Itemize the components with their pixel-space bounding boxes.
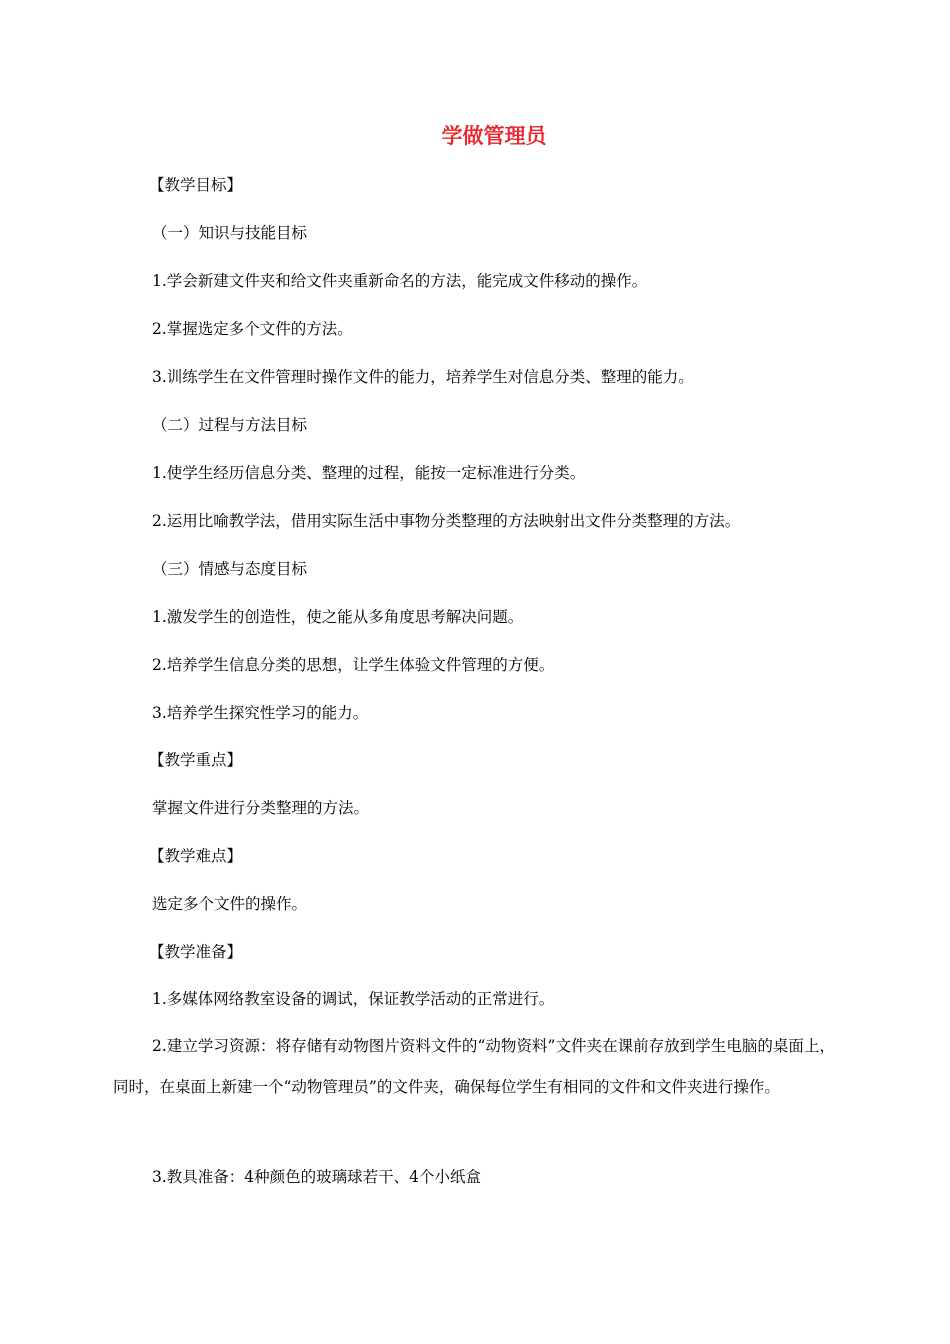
preparation-item-3: 3.教具准备：4种颜色的玻璃球若干、4个小纸盒 — [152, 1168, 482, 1186]
emotion-item-3: 3.培养学生探究性学习的能力。 — [152, 704, 369, 722]
emotion-item-1: 1.激发学生的创造性，使之能从多角度思考解决问题。 — [152, 608, 524, 626]
process-item-1: 1.使学生经历信息分类、整理的过程，能按一定标准进行分类。 — [152, 464, 586, 482]
knowledge-item-1: 1.学会新建文件夹和给文件夹重新命名的方法，能完成文件移动的操作。 — [152, 272, 648, 290]
section-heading-objectives: 【教学目标】 — [149, 176, 243, 194]
key-points-text: 掌握文件进行分类整理的方法。 — [152, 799, 370, 817]
preparation-item-1: 1.多媒体网络教室设备的调试，保证教学活动的正常进行。 — [152, 990, 555, 1008]
preparation-item-2: 2.建立学习资源：将存储有动物图片资料文件的“动物资料”文件夹在课前存放到学生电脑的桌面上，同时，在桌面上新建一个“动物管理员”的文件夹，确保每位学生有相同的文件和文件夹进行操作。 — [113, 1037, 835, 1096]
document-title: 学做管理员 — [441, 124, 547, 148]
section-heading-preparation: 【教学准备】 — [149, 943, 243, 961]
difficulties-text: 选定多个文件的操作。 — [152, 895, 308, 913]
section-heading-key-points: 【教学重点】 — [149, 751, 243, 769]
section-heading-difficulties: 【教学难点】 — [149, 847, 243, 865]
knowledge-item-3: 3.训练学生在文件管理时操作文件的能力，培养学生对信息分类、整理的能力。 — [152, 368, 694, 386]
subsection-heading-emotion: （三）情感与态度目标 — [152, 560, 308, 578]
subsection-heading-process: （二）过程与方法目标 — [152, 416, 308, 434]
emotion-item-2: 2.培养学生信息分类的思想，让学生体验文件管理的方便。 — [152, 656, 555, 674]
process-item-2: 2.运用比喻教学法，借用实际生活中事物分类整理的方法映射出文件分类整理的方法。 — [152, 512, 741, 530]
subsection-heading-knowledge: （一）知识与技能目标 — [152, 224, 308, 242]
knowledge-item-2: 2.掌握选定多个文件的方法。 — [152, 320, 353, 338]
